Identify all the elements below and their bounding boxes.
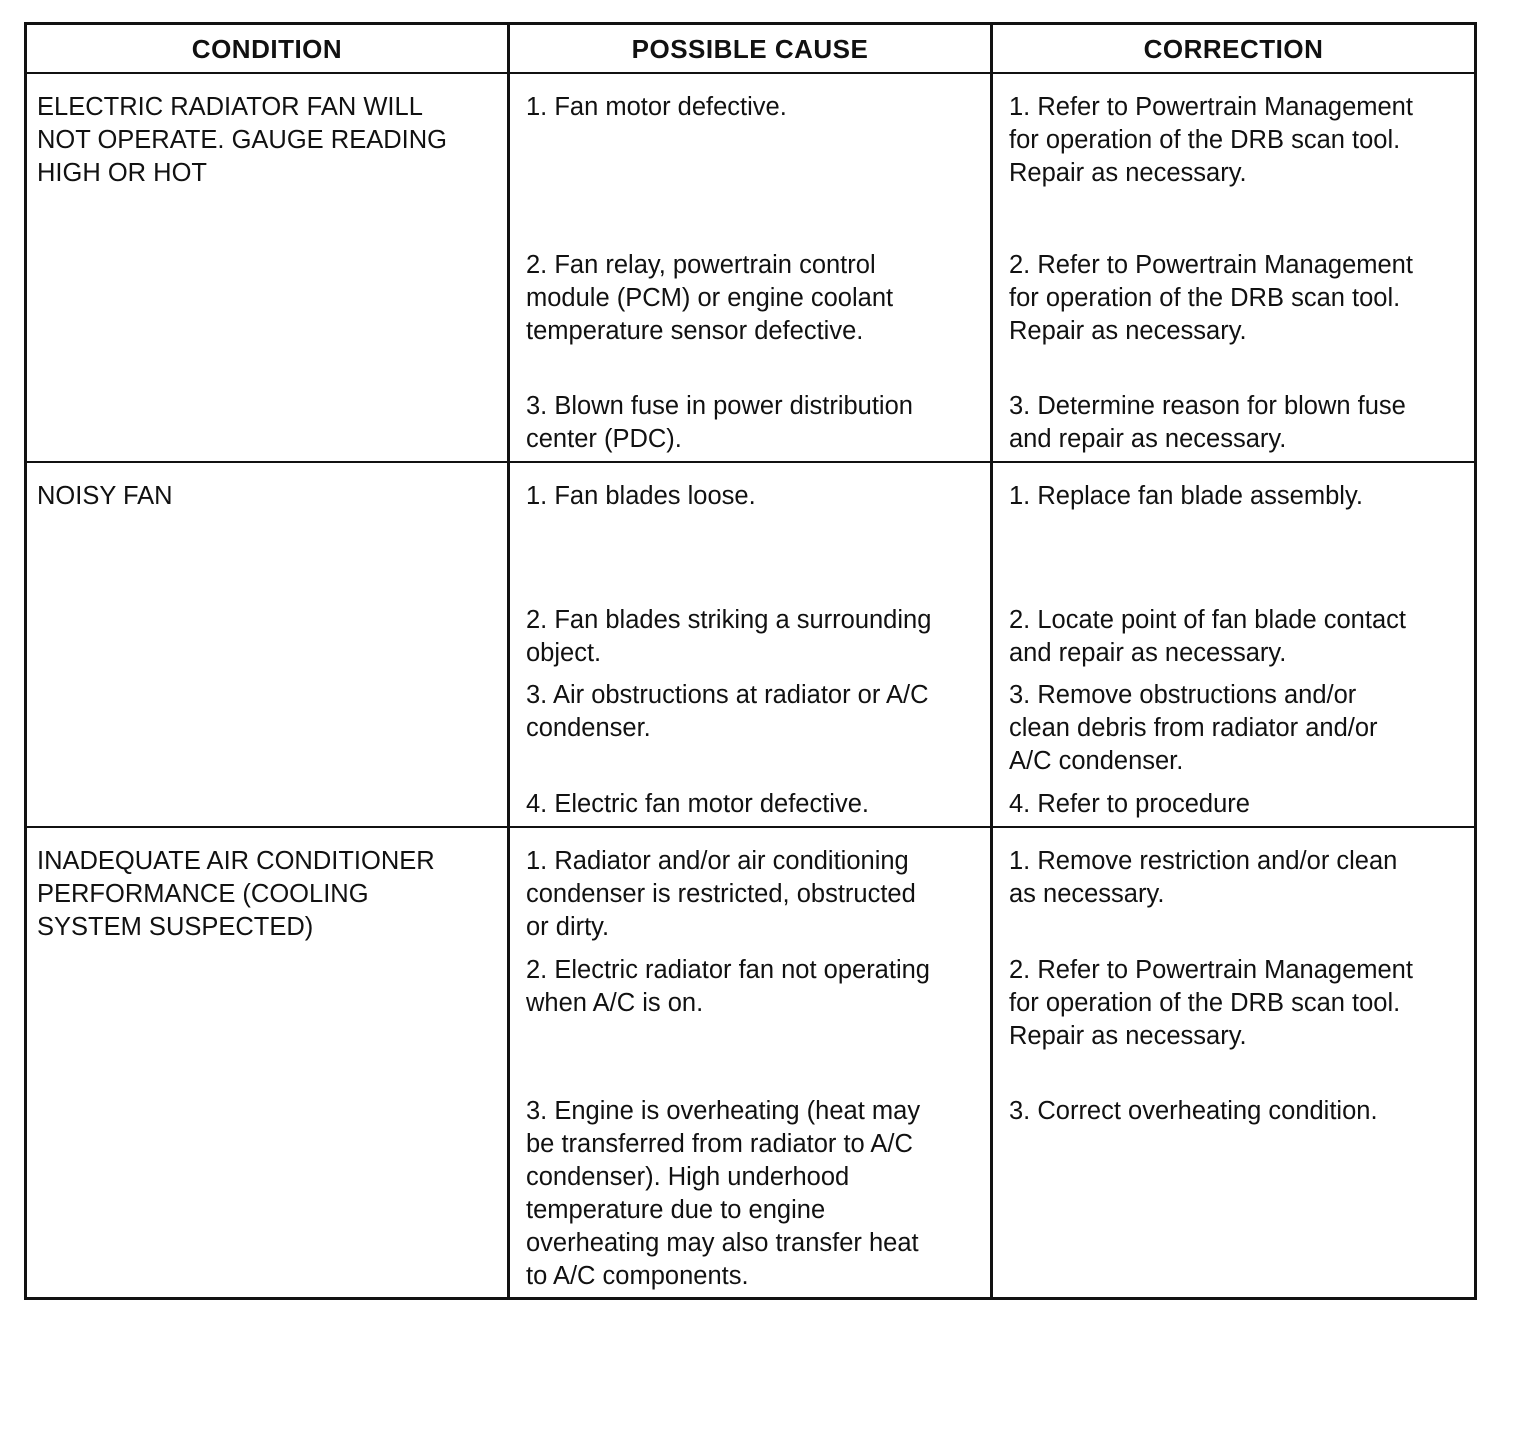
cause-cell: 3. Engine is overheating (heat may be transferred from radiator to A/C condenser). High underhood temperature due to engine overheating may also transfer heat to A/C components. — [526, 1097, 921, 1290]
correction-cell: 2. Refer to Powertrain Management for operation of the DRB scan tool. Repair as necessary. — [1009, 251, 1413, 345]
correction-cell: 2. Refer to Powertrain Management for operation of the DRB scan tool. Repair as necessary. — [1009, 956, 1413, 1050]
border-left — [24, 22, 27, 1300]
header-correction: CORRECTION — [1143, 33, 1324, 64]
row-divider — [24, 826, 1477, 828]
correction-cell: 4. Refer to procedure — [1009, 790, 1250, 818]
cause-cell: 3. Air obstructions at radiator or A/C condenser. — [526, 681, 929, 742]
cause-cell: 1. Radiator and/or air conditioning condenser is restricted, obstructed or dirty. — [526, 847, 916, 941]
header-possible-cause: POSSIBLE CAUSE — [631, 33, 869, 64]
correction-cell: 3. Determine reason for blown fuse and repair as necessary. — [1009, 392, 1406, 453]
correction-cell: 1. Remove restriction and/or clean as necessary. — [1009, 847, 1398, 908]
row-divider — [24, 461, 1477, 463]
cause-cell: 3. Blown fuse in power distribution center (PDC). — [526, 392, 913, 453]
cause-cell: 4. Electric fan motor defective. — [526, 790, 869, 818]
border-bottom — [24, 1297, 1477, 1300]
condition-cell: NOISY FAN — [37, 482, 173, 510]
cause-cell: 1. Fan blades loose. — [526, 482, 756, 510]
correction-cell: 3. Correct overheating condition. — [1009, 1097, 1378, 1125]
condition-cell: ELECTRIC RADIATOR FAN WILL NOT OPERATE. GAUGE READING HIGH OR HOT — [37, 93, 447, 187]
cause-cell: 2. Fan blades striking a surrounding object. — [526, 606, 932, 667]
cause-cell: 1. Fan motor defective. — [526, 93, 787, 121]
correction-cell: 2. Locate point of fan blade contact and repair as necessary. — [1009, 606, 1406, 667]
column-divider — [507, 22, 510, 1300]
correction-cell: 1. Replace fan blade assembly. — [1009, 482, 1363, 510]
condition-cell: INADEQUATE AIR CONDITIONER PERFORMANCE (COOLING SYSTEM SUSPECTED) — [37, 847, 435, 941]
correction-cell: 1. Refer to Powertrain Management for operation of the DRB scan tool. Repair as necessary. — [1009, 93, 1413, 187]
correction-cell: 3. Remove obstructions and/or clean debris from radiator and/or A/C condenser. — [1009, 681, 1378, 775]
column-divider — [990, 22, 993, 1300]
border-right — [1474, 22, 1477, 1300]
cause-cell: 2. Electric radiator fan not operating when A/C is on. — [526, 956, 930, 1017]
header-condition: CONDITION — [191, 33, 343, 64]
cause-cell: 2. Fan relay, powertrain control module (PCM) or engine coolant temperature sensor defective. — [526, 251, 894, 345]
